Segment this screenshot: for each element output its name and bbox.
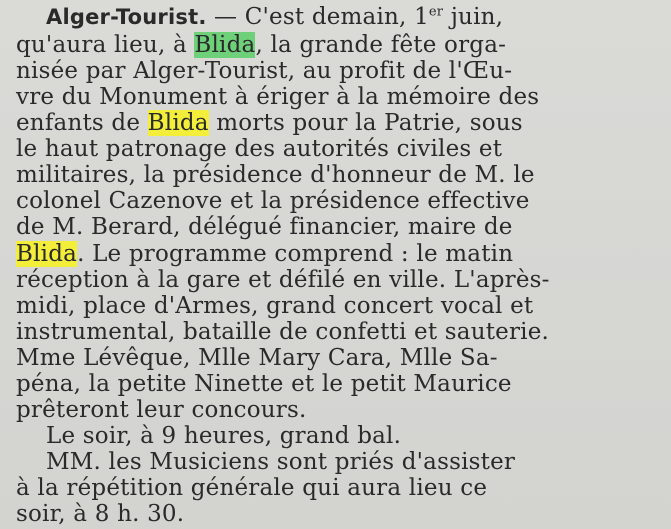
highlight-blida-3: Blida bbox=[16, 241, 78, 267]
line-2: qu'aura lieu, à Blida, la grande fête orga- bbox=[16, 32, 507, 58]
line-9: de M. Berard, délégué financier, maire de bbox=[16, 214, 513, 240]
ordinal-sup: er bbox=[428, 4, 444, 20]
line-15: péna, la petite Ninette et le petit Maurice bbox=[16, 371, 512, 397]
line-5: enfants de Blida morts pour la Patrie, sous bbox=[16, 110, 523, 136]
line-17: Le soir, à 9 heures, grand bal. bbox=[46, 423, 402, 449]
line-7: militaires, la présidence d'honneur de M. le bbox=[16, 162, 535, 188]
article-title: Alger-Tourist. bbox=[46, 5, 207, 29]
line-13: instrumental, bataille de confetti et sauterie. bbox=[16, 319, 550, 345]
line-1-text: — C'est demain, 1 bbox=[214, 4, 429, 30]
highlight-blida-1: Blida bbox=[194, 32, 256, 58]
line-11: réception à la gare et défilé en ville. L'après- bbox=[16, 267, 550, 293]
highlight-blida-2: Blida bbox=[147, 110, 209, 136]
line-4: vre du Monument à ériger à la mémoire des bbox=[16, 84, 540, 110]
line-1-end: juin, bbox=[443, 4, 504, 30]
line-14: Mme Lévêque, Mlle Mary Cara, Mlle Sa- bbox=[16, 345, 498, 371]
line-6: le haut patronage des autorités civiles et bbox=[16, 136, 503, 162]
line-3: nisée par Alger-Tourist, au profit de l'Œu- bbox=[16, 58, 513, 84]
line-16: prêteront leur concours. bbox=[16, 397, 307, 423]
line-1 bbox=[46, 4, 503, 30]
line-8: colonel Cazenove et la présidence effective bbox=[16, 188, 530, 214]
line-12: midi, place d'Armes, grand concert vocal et bbox=[16, 293, 534, 319]
line-10: Blida. Le programme comprend : le matin bbox=[16, 241, 514, 267]
line-20: soir, à 8 h. 30. bbox=[16, 501, 185, 527]
line-19: à la répétition générale qui aura lieu ce bbox=[16, 475, 488, 501]
line-18: MM. les Musiciens sont priés d'assister bbox=[46, 449, 516, 475]
